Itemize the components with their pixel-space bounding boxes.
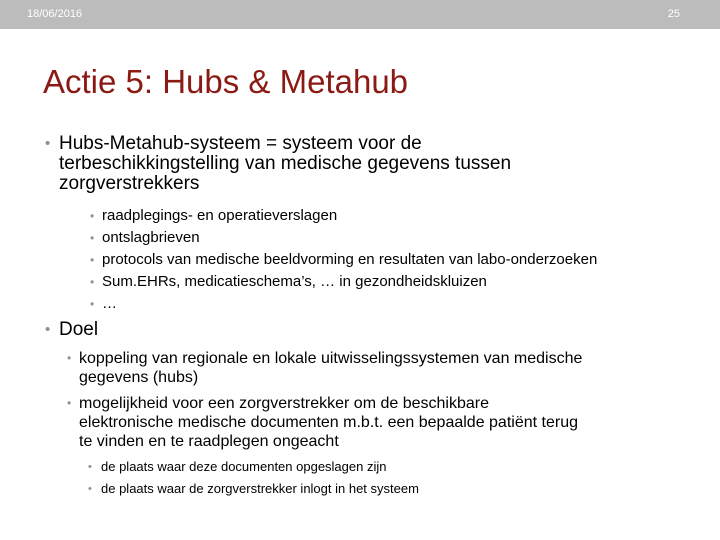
bullet-glyph: • (88, 483, 92, 495)
sub-bullet-line: mogelijkheid voor een zorgverstrekker om de beschikbare (79, 395, 489, 412)
sub-bullet-line: gegevens (hubs) (79, 369, 199, 386)
sub-bullet-line: elektronische medische documenten m.b.t. een bepaalde patiënt terug (79, 414, 578, 431)
bullet-glyph: • (90, 209, 95, 223)
bullet-line: Doel (59, 319, 99, 340)
sub-bullet-text: protocols van medische beeldvorming en resultaten van labo-onderzoeken (102, 251, 598, 268)
detail-item (88, 481, 419, 497)
bullet-glyph: • (90, 253, 95, 267)
slide-date: 18/06/2016 (27, 8, 83, 20)
sub-bullet-item (90, 229, 200, 247)
bullet-glyph: • (90, 297, 95, 311)
sub-bullet-item (90, 273, 487, 291)
bullet-glyph: • (67, 396, 72, 410)
sub-bullet-line: te vinden en te raadplegen ongeacht (79, 433, 339, 450)
sub-bullet-item (90, 251, 598, 269)
sub-bullet-text: ontslagbrieven (102, 229, 200, 246)
detail-text: de plaats waar deze documenten opgeslagen zijn (101, 459, 387, 474)
bullet-line: zorgverstrekkers (59, 173, 200, 194)
bullet-glyph: • (67, 351, 72, 365)
slide-header-bar (0, 0, 720, 29)
sub-bullet-text: … (102, 295, 117, 312)
bullet-glyph: • (90, 231, 95, 245)
slide-number: 25 (667, 8, 680, 20)
bullet-glyph: • (90, 275, 95, 289)
bullet-doel (45, 319, 99, 340)
goal-sub-item-koppeling (67, 349, 583, 387)
bullet-glyph: • (88, 461, 92, 473)
sub-bullet-line: koppeling van regionale en lokale uitwisselingssystemen van medische (79, 350, 583, 367)
bullet-glyph: • (45, 321, 51, 338)
bullet-line: terbeschikkingstelling van medische gegevens tussen (59, 153, 512, 174)
slide-title: Actie 5: Hubs & Metahub (43, 63, 409, 100)
sub-bullet-item (90, 295, 117, 313)
sub-bullet-text: Sum.EHRs, medicatieschema’s, … in gezondheidskluizen (102, 273, 487, 290)
bullet-glyph: • (45, 135, 51, 152)
goal-sub-item-mogelijkheid (67, 394, 578, 451)
bullet-hubs-metahub (45, 133, 512, 194)
sub-bullet-item (90, 207, 338, 225)
bullet-line: Hubs-Metahub-systeem = systeem voor de (59, 133, 422, 154)
detail-text: de plaats waar de zorgverstrekker inlogt in het systeem (101, 481, 419, 496)
detail-item (88, 459, 387, 475)
sub-bullet-text: raadplegings- en operatieverslagen (102, 207, 338, 224)
